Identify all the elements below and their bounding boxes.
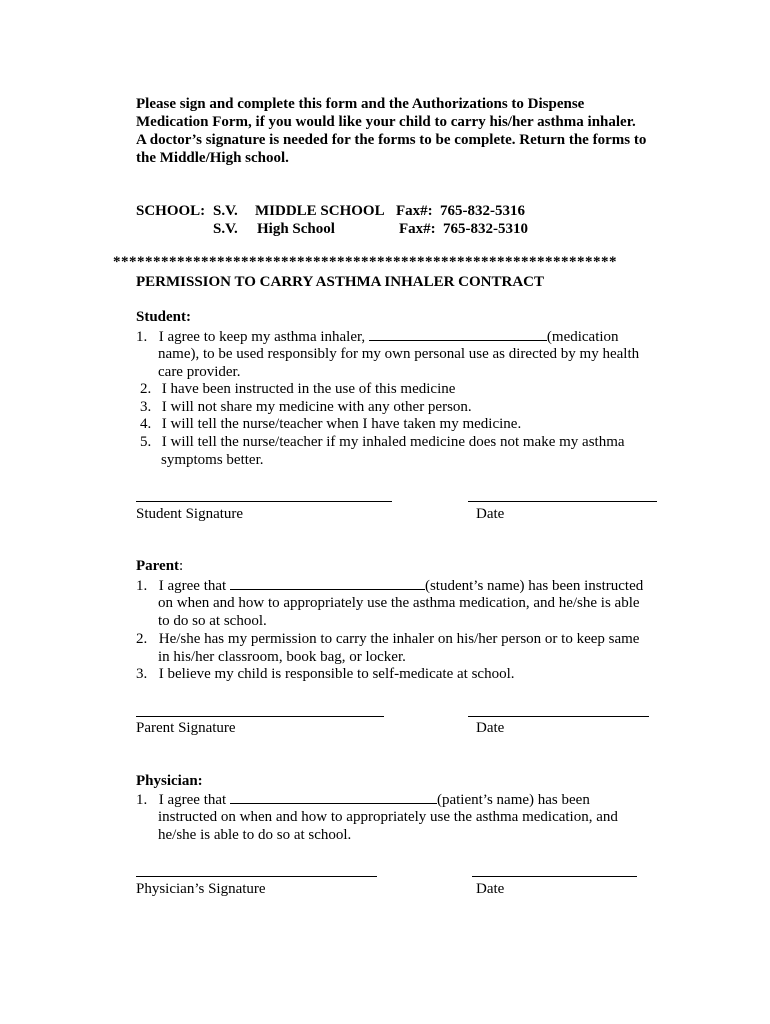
student-item-5-text: I will tell the nurse/teacher if my inhaled medicine does not make my asthma bbox=[161, 434, 625, 450]
patient-name-blank[interactable] bbox=[230, 790, 437, 804]
student-item-5 bbox=[140, 433, 625, 451]
student-item-1 bbox=[136, 327, 619, 346]
parent-signature-label: Parent Signature bbox=[136, 720, 236, 736]
parent-item-3-num: 3. bbox=[136, 666, 148, 682]
parent-item-2-text: He/she has my permission to carry the inhaler on his/her person or to keep same bbox=[158, 631, 640, 647]
physician-item-1-num: 1. bbox=[136, 792, 148, 808]
student-signature-line[interactable] bbox=[136, 501, 392, 502]
asterisk-separator: *************************************************************** bbox=[113, 254, 617, 270]
physician-date-label: Date bbox=[476, 881, 505, 897]
fax-label-middle: Fax#: bbox=[396, 203, 433, 219]
student-name-blank[interactable] bbox=[230, 576, 425, 590]
physician-signature-line[interactable] bbox=[136, 876, 377, 877]
student-heading: Student: bbox=[136, 309, 192, 325]
school-abbr-high: S.V. bbox=[213, 221, 238, 237]
parent-signature-line[interactable] bbox=[136, 716, 384, 717]
parent-date-line[interactable] bbox=[468, 716, 649, 717]
student-item-4-num: 4. bbox=[140, 416, 152, 432]
student-item-2 bbox=[140, 380, 455, 398]
parent-item-1-pre: I agree that bbox=[158, 578, 227, 594]
student-date-label: Date bbox=[476, 506, 505, 522]
student-item-1-pre: I agree to keep my asthma inhaler, bbox=[158, 329, 366, 345]
parent-date-label: Date bbox=[476, 720, 505, 736]
parent-item-1-post: (student’s name) has been instructed bbox=[424, 578, 644, 594]
student-item-2-text: I have been instructed in the use of this medicine bbox=[161, 381, 456, 397]
physician-item-1-pre: I agree that bbox=[158, 792, 227, 808]
parent-item-1-cont-1: on when and how to appropriately use the asthma medication, and he/she is able bbox=[158, 595, 640, 611]
student-item-3-text: I will not share my medicine with any other person. bbox=[161, 399, 472, 415]
physician-heading: Physician: bbox=[136, 773, 203, 789]
parent-item-1-num: 1. bbox=[136, 578, 148, 594]
intro-line-1: Please sign and complete this form and the Authorizations to Dispense bbox=[136, 96, 585, 112]
parent-item-2-cont: in his/her classroom, book bag, or locker. bbox=[158, 649, 406, 665]
school-abbr-middle: S.V. bbox=[213, 203, 238, 219]
intro-line-4: the Middle/High school. bbox=[136, 150, 289, 166]
parent-item-1 bbox=[136, 576, 643, 595]
physician-item-1 bbox=[136, 790, 590, 809]
student-item-1-cont-1: name), to be used responsibly for my own personal use as directed by my health bbox=[158, 346, 640, 362]
fax-number-high: 765-832-5310 bbox=[443, 221, 528, 237]
intro-line-2: Medication Form, if you would like your child to carry his/her asthma inhaler. bbox=[136, 114, 636, 130]
parent-item-2 bbox=[136, 630, 639, 648]
student-item-1-cont-2: care provider. bbox=[158, 364, 241, 380]
student-item-3 bbox=[140, 398, 472, 416]
student-item-4-text: I will tell the nurse/teacher when I have taken my medicine. bbox=[161, 416, 522, 432]
student-item-5-num: 5. bbox=[140, 434, 152, 450]
student-item-4 bbox=[140, 415, 521, 433]
student-date-line[interactable] bbox=[468, 501, 657, 502]
student-item-1-post: (medication bbox=[546, 329, 619, 345]
student-signature-label: Student Signature bbox=[136, 506, 244, 522]
student-item-3-num: 3. bbox=[140, 399, 152, 415]
student-item-1-num: 1. bbox=[136, 329, 148, 345]
physician-item-1-cont-2: he/she is able to do so at school. bbox=[158, 827, 352, 843]
physician-signature-label: Physician’s Signature bbox=[136, 881, 266, 897]
physician-date-line[interactable] bbox=[472, 876, 637, 877]
contract-title: PERMISSION TO CARRY ASTHMA INHALER CONTRACT bbox=[136, 274, 545, 290]
physician-item-1-cont-1: instructed on when and how to appropriately use the asthma medication, and bbox=[158, 809, 618, 825]
school-label: SCHOOL: bbox=[136, 203, 206, 219]
parent-heading-colon: : bbox=[179, 558, 184, 574]
parent-item-1-cont-2: to do so at school. bbox=[158, 613, 267, 629]
parent-item-3-text: I believe my child is responsible to self-medicate at school. bbox=[158, 666, 515, 682]
fax-label-high: Fax#: bbox=[399, 221, 436, 237]
intro-line-3: A doctor’s signature is needed for the forms to be complete. Return the forms to bbox=[136, 132, 647, 148]
school-name-middle: MIDDLE SCHOOL bbox=[255, 203, 385, 219]
parent-item-2-num: 2. bbox=[136, 631, 148, 647]
parent-item-3 bbox=[136, 665, 514, 683]
physician-item-1-post: (patient’s name) has been bbox=[436, 792, 590, 808]
medication-name-blank[interactable] bbox=[369, 327, 547, 341]
student-item-5-cont: symptoms better. bbox=[161, 452, 264, 468]
parent-heading-text: Parent bbox=[136, 558, 180, 574]
parent-heading bbox=[136, 557, 183, 575]
school-name-high: High School bbox=[257, 221, 335, 237]
fax-number-middle: 765-832-5316 bbox=[440, 203, 525, 219]
student-item-2-num: 2. bbox=[140, 381, 152, 397]
